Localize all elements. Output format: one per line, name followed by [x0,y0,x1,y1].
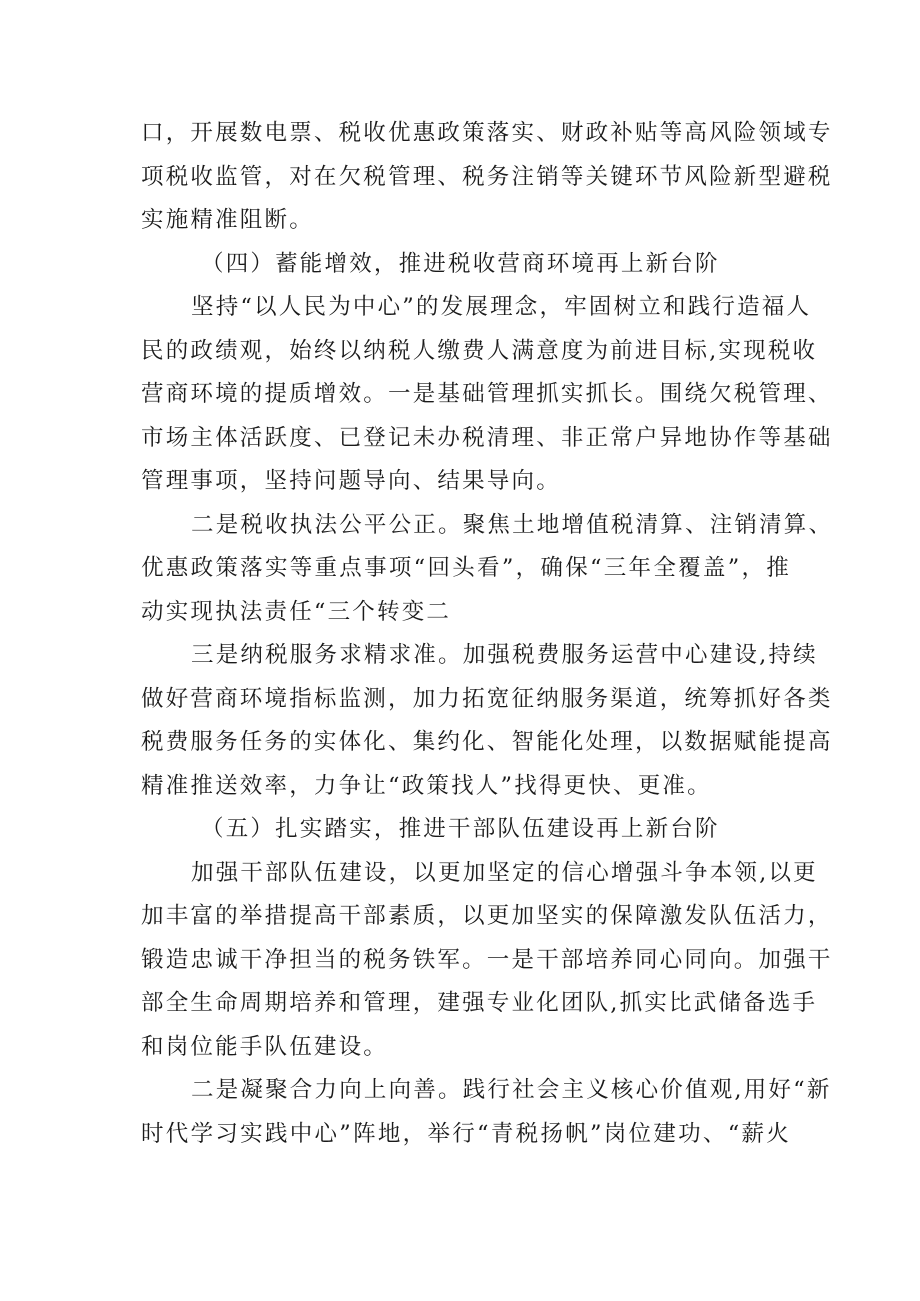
heading-text: （五）扎实踏实，推进干部队伍建设再上新台阶 [201,816,720,842]
paragraph-1 [141,112,833,243]
text-line: 管理事项，坚持问题导向、结果导向。 [141,468,561,494]
text-line: 锻造忠诚干净担当的税务铁军。一是干部培养同心同向。加强干 [141,946,833,973]
text-line: 和岗位能手队伍建设。 [141,1033,389,1060]
paragraph-6 [141,1069,832,1156]
text-line: 项税收监管，对在欠税管理、税务注销等关键环节风险新型避税 [141,163,833,190]
text-line: 实施精准阻断。 [141,207,314,233]
text-line: 二是税收执法公平公正。聚焦土地增值税清算、注销清算、 [191,511,834,538]
text-line: 动实现执法责任“三个转变二 [141,598,452,625]
section-heading-5 [141,808,791,852]
text-line: 市场主体活跃度、已登记未办税清理、非正常户异地协作等基础 [141,424,833,451]
text-line: 时代学习实践中心”阵地，举行“青税扬帆”岗位建功、“薪火 [141,1120,791,1147]
text-line: 加丰富的举措提高干部素质，以更加坚实的保障激发队伍活力， [141,903,833,929]
paragraph-3 [141,504,834,635]
text-line: 做好营商环境指标监测，加力拓宽征纳服务渠道，统筹抓好各类 [141,685,833,712]
text-line: 税费服务任务的实体化、集约化、智能化处理，以数据赋能提高 [141,729,833,755]
text-line: 口，开展数电票、税收优惠政策落实、财政补贴等高风险领域专 [141,120,833,146]
text-line: 坚持“以人民为中心”的发展理念，牢固树立和践行造福人 [191,294,812,320]
document-body [141,112,834,1156]
text-line: 加强干部队伍建设，以更加坚定的信心增强斗争本领,以更 [191,859,818,886]
text-line: 营商环境的提质增效。一是基础管理抓实抓长。围绕欠税管理、 [141,381,833,407]
text-line: 二是凝聚合力向上向善。践行社会主义核心价值观,用好“新 [191,1077,832,1103]
section-heading-4 [141,243,791,287]
paragraph-2 [141,286,833,504]
text-line: 民的政绩观，始终以纳税人缴费人满意度为前进目标,实现税收 [141,337,818,364]
heading-text: （四）蓄能增效，推进税收营商环境再上新台阶 [201,250,720,277]
paragraph-4 [141,634,833,808]
text-line: 精准推送效率，力争让“政策找人”找得更快、更准。 [141,772,712,799]
paragraph-5 [141,852,833,1070]
text-line: 部全生命周期培养和管理，建强专业化团队,抓实比武储备选手 [141,990,818,1016]
text-line: 三是纳税服务求精求准。加强税费服务运营中心建设,持续 [191,642,818,668]
text-line: 优惠政策落实等重点事项“回头看”，确保“三年全覆盖”，推 [141,555,791,581]
